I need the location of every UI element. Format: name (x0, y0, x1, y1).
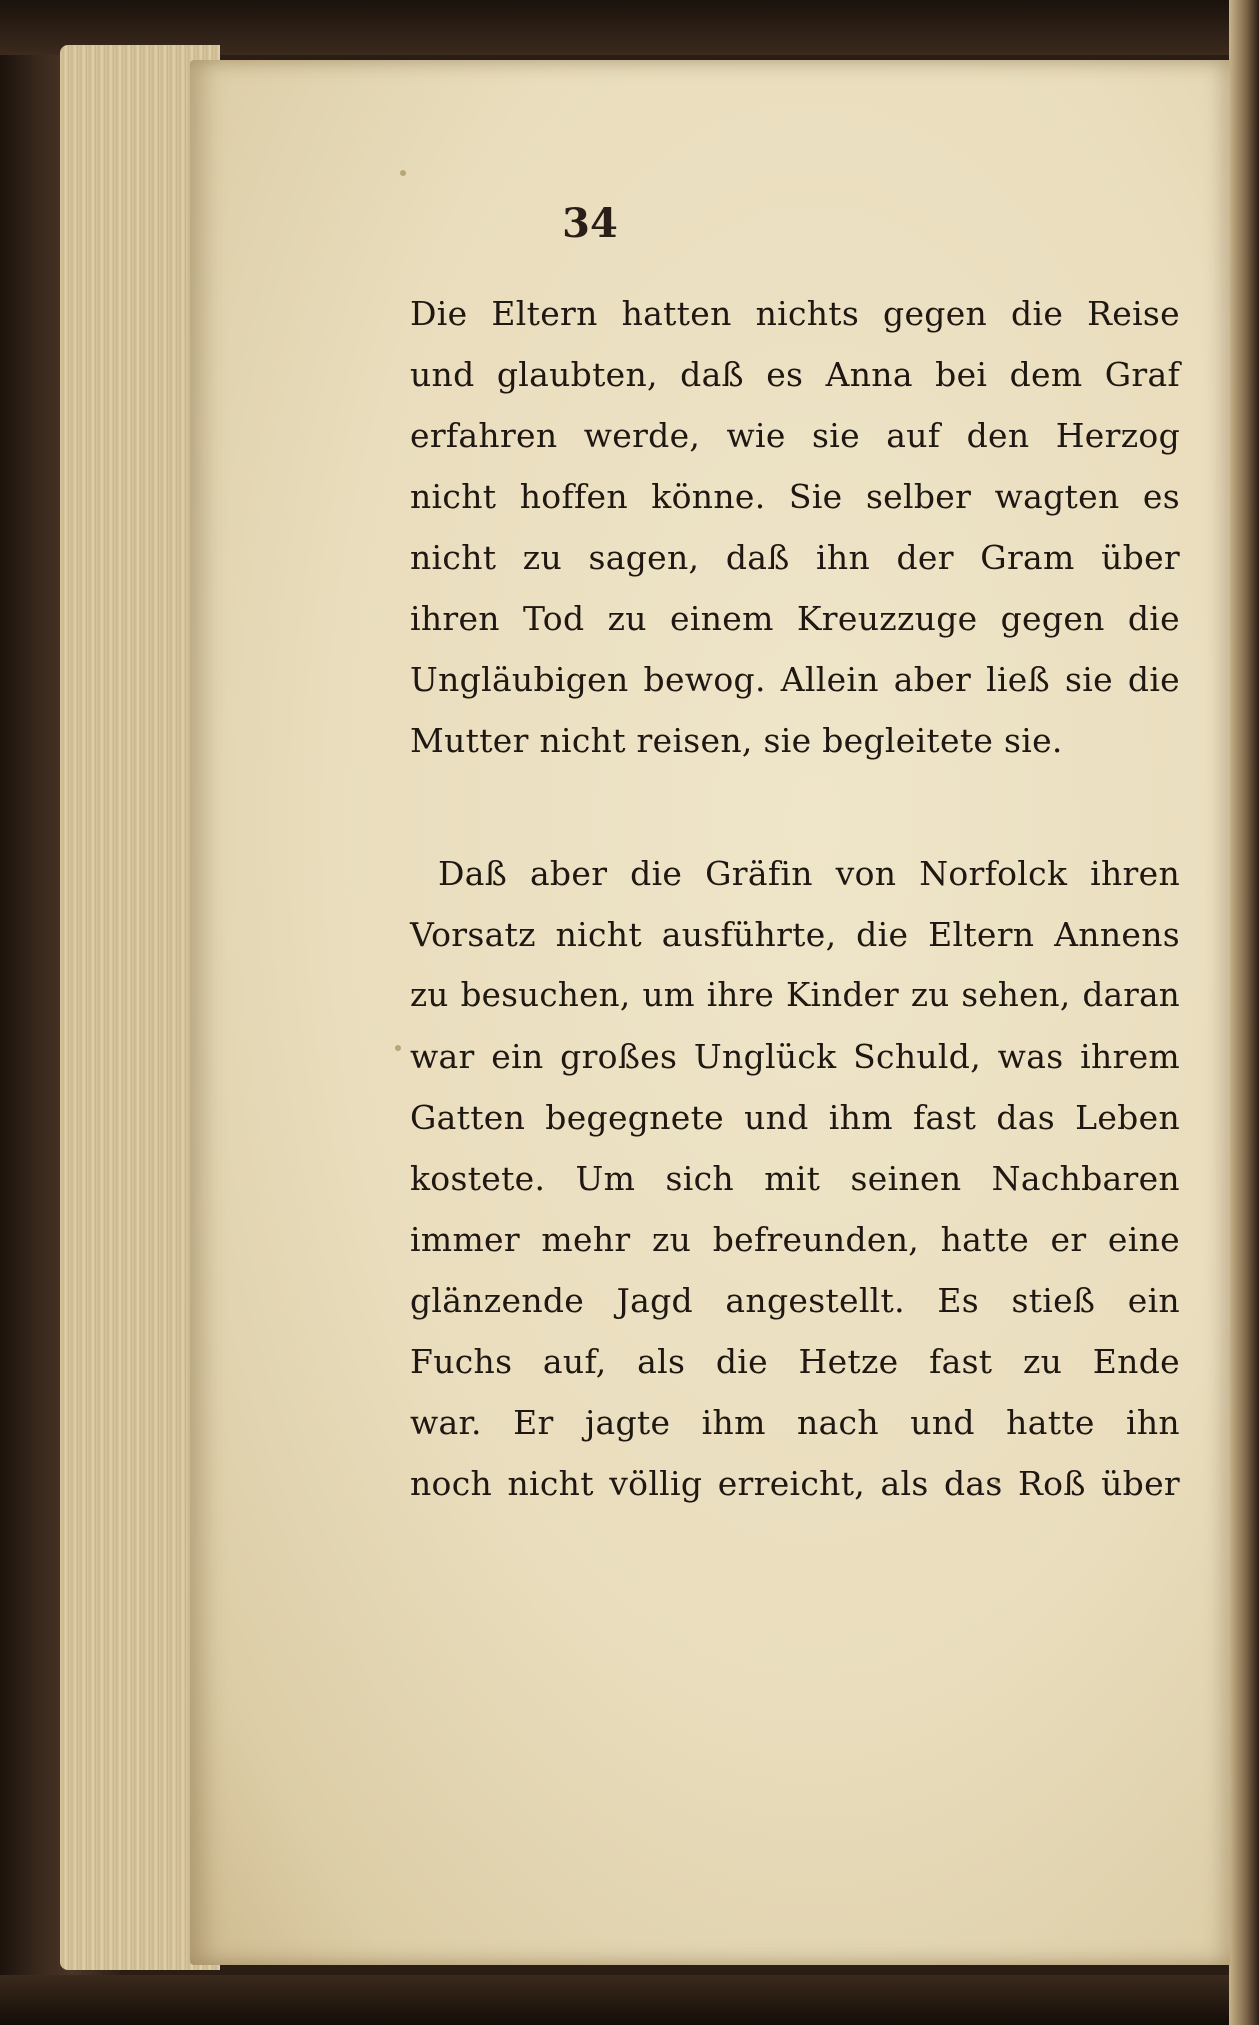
text-line: nicht hoffen könne. Sie selber wagten es (410, 477, 1180, 516)
text-line: erfahren werde, wie sie auf den Herzog (410, 416, 1180, 455)
book-edge-right (1229, 0, 1259, 2025)
text-line: Gatten begegnete und ihm fast das Leben (410, 1098, 1180, 1137)
text-line: war ein großes Unglück Schuld, was ihrem (410, 1037, 1180, 1076)
text-line: noch nicht völlig erreicht, als das Roß über (410, 1464, 1180, 1503)
text-line: Fuchs auf, als die Hetze fast zu Ende (410, 1342, 1180, 1381)
book-cover-bottom (0, 1975, 1259, 2025)
page-number: 34 (562, 200, 618, 247)
paper-spot (400, 170, 406, 176)
text-line: ihren Tod zu einem Kreuzzuge gegen die (410, 599, 1180, 638)
text-line: Die Eltern hatten nichts gegen die Reise (410, 294, 1180, 333)
text-line: zu besuchen, um ihre Kinder zu sehen, daran (410, 976, 1180, 1014)
text-line: war. Er jagte ihm nach und hatte ihn (410, 1403, 1180, 1442)
text-line: Ungläubigen bewog. Allein aber ließ sie die (410, 660, 1180, 699)
text-line: Mutter nicht reisen, sie begleitete sie. (410, 721, 1063, 760)
paragraph-2 (410, 843, 1180, 1514)
text-line: Daß aber die Gräfin von Norfolck ihren (438, 854, 1180, 893)
paper-spot (395, 1045, 401, 1051)
text-line: nicht zu sagen, daß ihn der Gram über (410, 538, 1180, 577)
text-line: Vorsatz nicht ausführte, die Eltern Annens (410, 915, 1180, 954)
text-line: glänzende Jagd angestellt. Es stieß ein (410, 1281, 1180, 1320)
text-line: kostete. Um sich mit seinen Nachbaren (410, 1159, 1180, 1198)
text-line: und glaubten, daß es Anna bei dem Graf (410, 355, 1180, 394)
text-line: immer mehr zu befreunden, hatte er eine (410, 1220, 1180, 1259)
paragraph-1 (410, 283, 1180, 771)
